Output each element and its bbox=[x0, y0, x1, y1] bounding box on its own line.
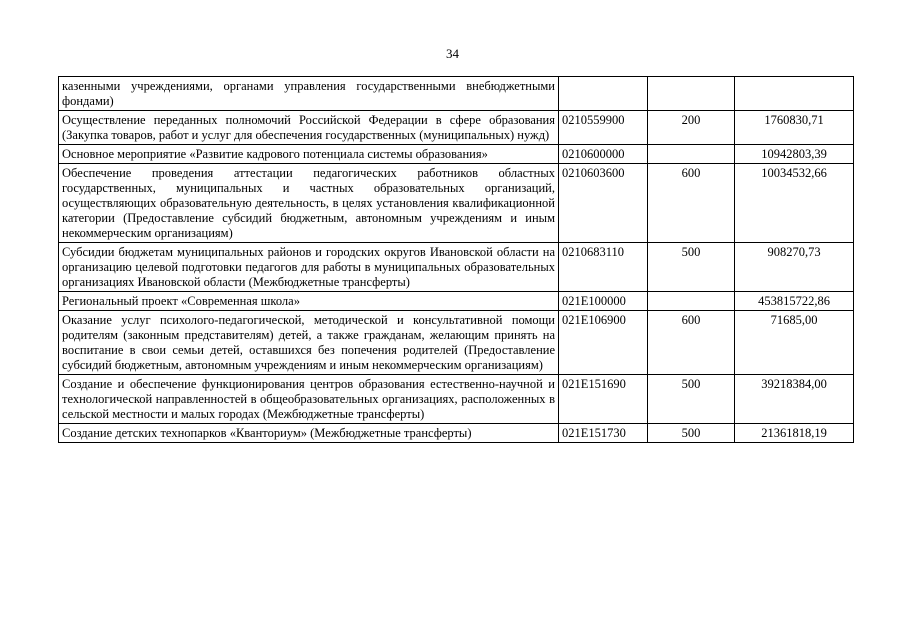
table-row bbox=[59, 292, 854, 311]
table-row bbox=[59, 424, 854, 443]
table-row bbox=[59, 375, 854, 424]
row-target-code: 0210600000 bbox=[559, 145, 648, 164]
row-amount: 1760830,71 bbox=[735, 111, 854, 145]
row-target-code: 021E100000 bbox=[559, 292, 648, 311]
table-row bbox=[59, 145, 854, 164]
row-amount: 10942803,39 bbox=[735, 145, 854, 164]
row-expense-type bbox=[648, 77, 735, 111]
row-target-code: 021E151730 bbox=[559, 424, 648, 443]
row-amount: 453815722,86 bbox=[735, 292, 854, 311]
row-description: Обеспечение проведения аттестации педагогических работников областных государственных, муниципальных и частных образовательных организаций, осуществляющих образовательную деятельность, в целях установления квалификационной категории (Предоставление субсидий бюджетным, автономным учреждениям и иным некоммерческим организациям) bbox=[59, 164, 559, 243]
table-row bbox=[59, 243, 854, 292]
row-description: Региональный проект «Современная школа» bbox=[59, 292, 559, 311]
row-description: казенными учреждениями, органами управления государственными внебюджетными фондами) bbox=[59, 77, 559, 111]
row-expense-type: 500 bbox=[648, 375, 735, 424]
table-row bbox=[59, 77, 854, 111]
table-row bbox=[59, 111, 854, 145]
row-description: Оказание услуг психолого-педагогической, методической и консультативной помощи родителям (законным представителям) детей, а также гражданам, желающим принять на воспитание в свои семьи детей, оставшихся без попечения родителей (Предоставление субсидий бюджетным, автономным учреждениям и иным некоммерческим организациям) bbox=[59, 311, 559, 375]
row-target-code: 021E151690 bbox=[559, 375, 648, 424]
row-target-code: 0210603600 bbox=[559, 164, 648, 243]
row-expense-type: 600 bbox=[648, 164, 735, 243]
row-expense-type: 200 bbox=[648, 111, 735, 145]
row-description: Субсидии бюджетам муниципальных районов и городских округов Ивановской области на организацию целевой подготовки педагогов для работы в муниципальных образовательных организациях Ивановской области (Межбюджетные трансферты) bbox=[59, 243, 559, 292]
row-expense-type: 500 bbox=[648, 424, 735, 443]
table-row bbox=[59, 164, 854, 243]
budget-table bbox=[58, 76, 854, 443]
row-amount: 21361818,19 bbox=[735, 424, 854, 443]
row-amount bbox=[735, 77, 854, 111]
row-expense-type bbox=[648, 145, 735, 164]
row-expense-type: 600 bbox=[648, 311, 735, 375]
row-target-code: 021E106900 bbox=[559, 311, 648, 375]
row-description: Основное мероприятие «Развитие кадрового потенциала системы образования» bbox=[59, 145, 559, 164]
row-target-code: 0210559900 bbox=[559, 111, 648, 145]
row-description: Осуществление переданных полномочий Российской Федерации в сфере образования (Закупка товаров, работ и услуг для обеспечения государственных (муниципальных) нужд) bbox=[59, 111, 559, 145]
table-row bbox=[59, 311, 854, 375]
row-amount: 39218384,00 bbox=[735, 375, 854, 424]
row-target-code bbox=[559, 77, 648, 111]
row-amount: 10034532,66 bbox=[735, 164, 854, 243]
row-amount: 71685,00 bbox=[735, 311, 854, 375]
row-description: Создание и обеспечение функционирования центров образования естественно-научной и технологической направленностей в общеобразовательных организациях, расположенных в сельской местности и малых городах (Межбюджетные трансферты) bbox=[59, 375, 559, 424]
page-number: 34 bbox=[446, 46, 459, 61]
row-amount: 908270,73 bbox=[735, 243, 854, 292]
row-expense-type bbox=[648, 292, 735, 311]
row-description: Создание детских технопарков «Кванториум» (Межбюджетные трансферты) bbox=[59, 424, 559, 443]
row-expense-type: 500 bbox=[648, 243, 735, 292]
row-target-code: 0210683110 bbox=[559, 243, 648, 292]
